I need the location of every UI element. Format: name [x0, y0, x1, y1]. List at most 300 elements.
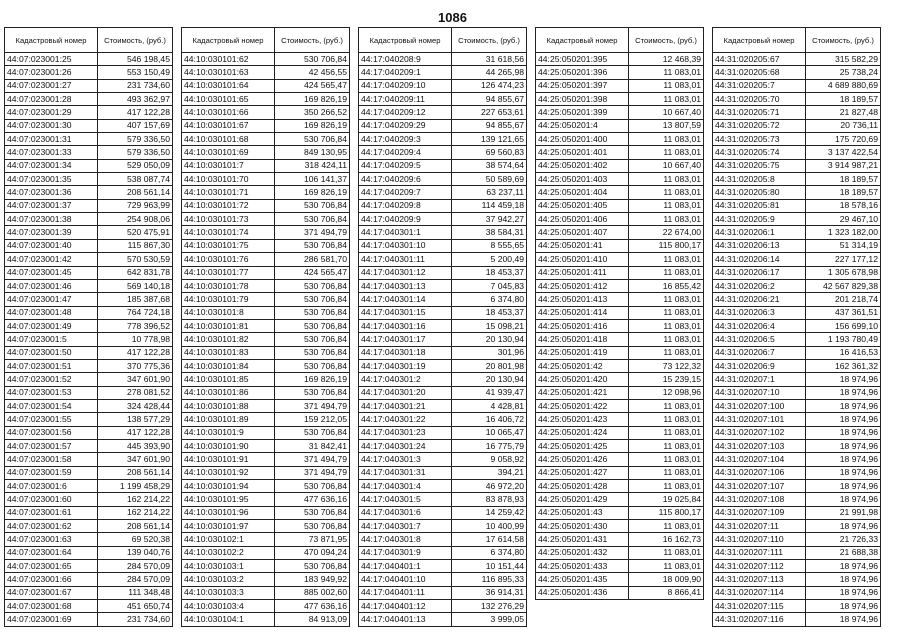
table-row	[182, 413, 350, 426]
table-row	[359, 613, 527, 626]
cost-value: 7 045,83	[452, 279, 527, 292]
cost-value: 849 130,95	[275, 146, 350, 159]
cadastral-number: 44:07:023001:67	[5, 586, 98, 599]
cadastral-number: 44:07:023001:50	[5, 346, 98, 359]
cost-value: 115 800,17	[629, 239, 704, 252]
cost-value: 9 058,92	[452, 453, 527, 466]
cadastral-number: 44:25:050201:418	[536, 333, 629, 346]
table-row	[536, 520, 704, 533]
cadastral-number: 44:07:023001:47	[5, 293, 98, 306]
cost-value: 42 456,55	[275, 66, 350, 79]
cadastral-number: 44:25:050201:414	[536, 306, 629, 319]
cost-value: 530 706,84	[275, 239, 350, 252]
cost-value: 36 914,31	[452, 586, 527, 599]
cadastral-number: 44:07:023001:26	[5, 66, 98, 79]
cadastral-number: 44:17:040301:17	[359, 333, 452, 346]
cadastral-number: 44:17:040209:9	[359, 213, 452, 226]
cost-value: 3 137 422,54	[806, 146, 881, 159]
cadastral-number: 44:17:040301:1	[359, 226, 452, 239]
cadastral-number: 44:25:050201:399	[536, 106, 629, 119]
cadastral-number: 44:07:023001:33	[5, 146, 98, 159]
table-row	[536, 319, 704, 332]
cadastral-number: 44:07:023001:55	[5, 413, 98, 426]
table-row	[536, 573, 704, 586]
cost-value: 1 323 182,00	[806, 226, 881, 239]
cadastral-number: 44:31:020207:114	[713, 586, 806, 599]
cadastral-number: 44:25:050201:425	[536, 439, 629, 452]
cost-value: 18 974,96	[806, 613, 881, 626]
cadastral-number: 44:31:020205:70	[713, 93, 806, 106]
cadastral-number: 44:17:040401:10	[359, 573, 452, 586]
cadastral-number: 44:31:020206:3	[713, 306, 806, 319]
table-row	[536, 119, 704, 132]
table-row	[182, 293, 350, 306]
cost-value: 18 578,16	[806, 199, 881, 212]
cost-value: 6 374,80	[452, 546, 527, 559]
cadastral-number: 44:25:050201:435	[536, 573, 629, 586]
cadastral-number: 44:07:023001:63	[5, 533, 98, 546]
table-row	[536, 133, 704, 146]
table-row	[182, 306, 350, 319]
cost-value: 451 650,74	[98, 600, 173, 613]
cadastral-table-3	[358, 27, 527, 627]
table-row	[713, 466, 881, 479]
cadastral-number: 44:10:030101:82	[182, 333, 275, 346]
page-number: 1086	[438, 10, 467, 25]
cost-value: 642 831,78	[98, 266, 173, 279]
header-cost: Стоимость, (руб.)	[452, 28, 527, 53]
cadastral-number: 44:10:030103:1	[182, 560, 275, 573]
table-row	[5, 533, 173, 546]
table-row	[359, 159, 527, 172]
table-row	[536, 279, 704, 292]
table-row	[182, 106, 350, 119]
table-row	[359, 506, 527, 519]
table-row	[359, 293, 527, 306]
cost-value: 20 130,94	[452, 373, 527, 386]
table-row	[359, 533, 527, 546]
table-row	[536, 306, 704, 319]
cadastral-number: 44:07:023001:46	[5, 279, 98, 292]
table-row	[359, 226, 527, 239]
cadastral-number: 44:17:040401:11	[359, 586, 452, 599]
cadastral-number: 44:17:040301:7	[359, 520, 452, 533]
table-row	[359, 373, 527, 386]
table-row	[182, 146, 350, 159]
cost-value: 11 083,01	[629, 520, 704, 533]
cadastral-number: 44:10:030101:73	[182, 213, 275, 226]
table-row	[713, 93, 881, 106]
cost-value: 11 083,01	[629, 253, 704, 266]
cadastral-number: 44:31:020207:113	[713, 573, 806, 586]
cadastral-number: 44:10:030101:72	[182, 199, 275, 212]
table-row	[713, 413, 881, 426]
table-row	[182, 506, 350, 519]
cost-value: 10 667,40	[629, 159, 704, 172]
table-row	[713, 600, 881, 613]
table-row	[536, 93, 704, 106]
table-row	[536, 546, 704, 559]
cadastral-number: 44:07:023001:51	[5, 359, 98, 372]
cost-value: 18 974,96	[806, 493, 881, 506]
table-row	[536, 426, 704, 439]
cadastral-number: 44:07:023001:25	[5, 53, 98, 66]
cadastral-number: 44:07:023001:57	[5, 439, 98, 452]
cost-value: 162 214,22	[98, 506, 173, 519]
cost-value: 477 636,16	[275, 493, 350, 506]
cadastral-number: 44:10:030102:2	[182, 546, 275, 559]
cost-value: 10 151,44	[452, 560, 527, 573]
cost-value: 12 468,39	[629, 53, 704, 66]
cost-value: 370 775,36	[98, 359, 173, 372]
cadastral-number: 44:10:030101:79	[182, 293, 275, 306]
cadastral-number: 44:25:050201:420	[536, 373, 629, 386]
cadastral-number: 44:07:023001:59	[5, 466, 98, 479]
cost-value: 424 565,47	[275, 79, 350, 92]
cost-value: 6 374,80	[452, 293, 527, 306]
cadastral-number: 44:07:023001:5	[5, 333, 98, 346]
cadastral-number: 44:31:020206:1	[713, 226, 806, 239]
cost-value: 11 083,01	[629, 133, 704, 146]
header-cadastral-number: Кадастровый номер	[713, 28, 806, 53]
cost-value: 350 266,52	[275, 106, 350, 119]
table-row	[5, 199, 173, 212]
table-row	[536, 413, 704, 426]
cadastral-number: 44:25:050201:427	[536, 466, 629, 479]
cadastral-number: 44:07:023001:31	[5, 133, 98, 146]
cadastral-number: 44:07:023001:68	[5, 600, 98, 613]
cadastral-number: 44:17:040209:8	[359, 199, 452, 212]
cadastral-number: 44:17:040401:1	[359, 560, 452, 573]
cost-value: 139 040,76	[98, 546, 173, 559]
table-row	[182, 53, 350, 66]
cadastral-number: 44:31:020206:17	[713, 266, 806, 279]
table-row	[5, 173, 173, 186]
cost-value: 315 582,29	[806, 53, 881, 66]
cost-value: 278 081,52	[98, 386, 173, 399]
cadastral-number: 44:25:050201:413	[536, 293, 629, 306]
cost-value: 530 706,84	[275, 293, 350, 306]
table-row	[359, 493, 527, 506]
table-row	[359, 119, 527, 132]
table-row	[359, 319, 527, 332]
cadastral-number: 44:10:030101:68	[182, 133, 275, 146]
cost-value: 50 589,69	[452, 173, 527, 186]
cost-value: 25 738,24	[806, 66, 881, 79]
table-row	[182, 493, 350, 506]
cost-value: 208 561,14	[98, 186, 173, 199]
cost-value: 530 706,84	[275, 560, 350, 573]
table-row	[182, 159, 350, 172]
table-row	[713, 173, 881, 186]
table-row	[536, 253, 704, 266]
table-row	[536, 106, 704, 119]
cadastral-number: 44:10:030104:1	[182, 613, 275, 626]
cost-value: 22 674,00	[629, 226, 704, 239]
cost-value: 15 239,15	[629, 373, 704, 386]
cadastral-number: 44:31:020206:7	[713, 346, 806, 359]
table-row	[5, 266, 173, 279]
cost-value: 14 259,42	[452, 506, 527, 519]
cost-value: 18 189,57	[806, 93, 881, 106]
cadastral-number: 44:31:020207:104	[713, 453, 806, 466]
cadastral-number: 44:31:020206:21	[713, 293, 806, 306]
table-row	[182, 386, 350, 399]
cost-value: 21 688,38	[806, 546, 881, 559]
cadastral-number: 44:07:023001:53	[5, 386, 98, 399]
cost-value: 553 150,49	[98, 66, 173, 79]
table-row	[359, 279, 527, 292]
cadastral-number: 44:07:023001:37	[5, 199, 98, 212]
cost-value: 570 530,59	[98, 253, 173, 266]
cost-value: 284 570,09	[98, 573, 173, 586]
cadastral-number: 44:07:023001:45	[5, 266, 98, 279]
cost-value: 94 855,67	[452, 119, 527, 132]
cost-value: 231 734,60	[98, 613, 173, 626]
cadastral-number: 44:31:020207:109	[713, 506, 806, 519]
cost-value: 208 561,14	[98, 520, 173, 533]
cost-value: 111 348,48	[98, 586, 173, 599]
cost-value: 11 083,01	[629, 319, 704, 332]
cadastral-number: 44:31:020207:10	[713, 386, 806, 399]
cost-value: 530 706,84	[275, 359, 350, 372]
cadastral-number: 44:25:050201:41	[536, 239, 629, 252]
cadastral-number: 44:10:030101:7	[182, 159, 275, 172]
cadastral-number: 44:25:050201:416	[536, 319, 629, 332]
table-row	[359, 146, 527, 159]
table-row	[5, 426, 173, 439]
cost-value: 11 083,01	[629, 66, 704, 79]
table-row	[5, 53, 173, 66]
table-row	[359, 333, 527, 346]
cadastral-number: 44:07:023001:6	[5, 480, 98, 493]
table-row	[713, 293, 881, 306]
cost-value: 493 362,97	[98, 93, 173, 106]
cost-value: 470 094,24	[275, 546, 350, 559]
cost-value: 530 706,84	[275, 333, 350, 346]
table-row	[713, 133, 881, 146]
cadastral-number: 44:31:020205:73	[713, 133, 806, 146]
header-cost: Стоимость, (руб.)	[629, 28, 704, 53]
cadastral-number: 44:17:040401:13	[359, 613, 452, 626]
table-row	[713, 106, 881, 119]
cost-value: 10 400,99	[452, 520, 527, 533]
cadastral-number: 44:10:030101:94	[182, 480, 275, 493]
cost-value: 20 801,98	[452, 359, 527, 372]
cost-value: 284 570,09	[98, 560, 173, 573]
cadastral-number: 44:25:050201:412	[536, 279, 629, 292]
cost-value: 764 724,18	[98, 306, 173, 319]
cadastral-number: 44:17:040301:19	[359, 359, 452, 372]
cadastral-number: 44:10:030101:89	[182, 413, 275, 426]
table-row	[5, 333, 173, 346]
cost-value: 530 706,84	[275, 520, 350, 533]
cadastral-number: 44:25:050201:424	[536, 426, 629, 439]
cost-value: 13 807,59	[629, 119, 704, 132]
cadastral-number: 44:31:020205:7	[713, 79, 806, 92]
cost-value: 31 618,56	[452, 53, 527, 66]
cost-value: 42 567 829,38	[806, 279, 881, 292]
cadastral-number: 44:10:030101:76	[182, 253, 275, 266]
cost-value: 37 942,27	[452, 213, 527, 226]
header-cost: Стоимость, (руб.)	[806, 28, 881, 53]
cadastral-number: 44:17:040301:31	[359, 466, 452, 479]
cadastral-number: 44:31:020205:67	[713, 53, 806, 66]
cadastral-number: 44:25:050201:398	[536, 93, 629, 106]
cost-value: 11 083,01	[629, 453, 704, 466]
cadastral-number: 44:07:023001:64	[5, 546, 98, 559]
cadastral-number: 44:10:030101:64	[182, 79, 275, 92]
table-row	[536, 493, 704, 506]
cost-value: 41 939,47	[452, 386, 527, 399]
cost-value: 417 122,28	[98, 426, 173, 439]
cost-value: 185 387,68	[98, 293, 173, 306]
cadastral-number: 44:07:023001:39	[5, 226, 98, 239]
cadastral-number: 44:07:023001:35	[5, 173, 98, 186]
cost-value: 3 999,05	[452, 613, 527, 626]
table-row	[713, 493, 881, 506]
cadastral-number: 44:25:050201:410	[536, 253, 629, 266]
cost-value: 4 428,81	[452, 399, 527, 412]
cadastral-number: 44:25:050201:421	[536, 386, 629, 399]
cost-value: 11 083,01	[629, 333, 704, 346]
cadastral-number: 44:07:023001:54	[5, 399, 98, 412]
cost-value: 11 083,01	[629, 466, 704, 479]
table-row	[5, 186, 173, 199]
cadastral-number: 44:31:020205:9	[713, 213, 806, 226]
cadastral-number: 44:10:030101:70	[182, 173, 275, 186]
cost-value: 18 974,96	[806, 426, 881, 439]
cost-value: 530 706,84	[275, 53, 350, 66]
cost-value: 11 083,01	[629, 146, 704, 159]
cadastral-number: 44:07:023001:27	[5, 79, 98, 92]
table-row	[713, 373, 881, 386]
table-row	[713, 279, 881, 292]
table-row	[5, 133, 173, 146]
table-row	[5, 573, 173, 586]
cost-value: 1 193 780,49	[806, 333, 881, 346]
table-row	[359, 346, 527, 359]
table-row	[536, 439, 704, 452]
cost-value: 18 974,96	[806, 520, 881, 533]
table-row	[5, 159, 173, 172]
table-row	[359, 173, 527, 186]
table-row	[713, 306, 881, 319]
table-row	[713, 480, 881, 493]
table-row	[182, 239, 350, 252]
cadastral-number: 44:17:040301:10	[359, 239, 452, 252]
cadastral-number: 44:25:050201:406	[536, 213, 629, 226]
table-row	[5, 319, 173, 332]
cost-value: 11 083,01	[629, 439, 704, 452]
cadastral-number: 44:10:030101:90	[182, 439, 275, 452]
table-row	[713, 453, 881, 466]
cadastral-number: 44:31:020206:5	[713, 333, 806, 346]
cost-value: 69 520,38	[98, 533, 173, 546]
table-row	[182, 79, 350, 92]
cost-value: 16 775,79	[452, 439, 527, 452]
table-row	[182, 253, 350, 266]
table-row	[359, 106, 527, 119]
cost-value: 394,21	[452, 466, 527, 479]
cadastral-number: 44:25:050201:429	[536, 493, 629, 506]
cost-value: 21 991,98	[806, 506, 881, 519]
cadastral-number: 44:10:030101:66	[182, 106, 275, 119]
table-row	[536, 213, 704, 226]
cadastral-number: 44:17:040301:22	[359, 413, 452, 426]
cost-value: 138 577,29	[98, 413, 173, 426]
table-row	[5, 306, 173, 319]
cost-value: 115 867,30	[98, 239, 173, 252]
table-row	[713, 426, 881, 439]
cost-value: 407 157,69	[98, 119, 173, 132]
cost-value: 94 855,67	[452, 93, 527, 106]
cost-value: 18 974,96	[806, 480, 881, 493]
cost-value: 11 083,01	[629, 293, 704, 306]
table-row	[5, 253, 173, 266]
table-row	[182, 573, 350, 586]
cadastral-number: 44:07:023001:62	[5, 520, 98, 533]
cadastral-number: 44:17:040209:1	[359, 66, 452, 79]
cadastral-number: 44:10:030101:91	[182, 453, 275, 466]
cost-value: 73 871,95	[275, 533, 350, 546]
cost-value: 31 842,41	[275, 439, 350, 452]
cost-value: 11 083,01	[629, 426, 704, 439]
cadastral-number: 44:17:040301:11	[359, 253, 452, 266]
table-row	[5, 466, 173, 479]
cadastral-number: 44:07:023001:52	[5, 373, 98, 386]
table-row	[359, 439, 527, 452]
table-row	[536, 159, 704, 172]
cadastral-number: 44:17:040301:24	[359, 439, 452, 452]
cadastral-number: 44:31:020205:8	[713, 173, 806, 186]
table-row	[182, 119, 350, 132]
cost-value: 169 826,19	[275, 186, 350, 199]
cadastral-number: 44:31:020206:13	[713, 239, 806, 252]
cost-value: 11 083,01	[629, 546, 704, 559]
cadastral-number: 44:25:050201:433	[536, 560, 629, 573]
cadastral-number: 44:10:030101:84	[182, 359, 275, 372]
table-row	[536, 79, 704, 92]
cadastral-number: 44:07:023001:58	[5, 453, 98, 466]
cadastral-number: 44:07:023001:36	[5, 186, 98, 199]
table-row	[536, 346, 704, 359]
table-row	[713, 213, 881, 226]
cadastral-number: 44:10:030101:92	[182, 466, 275, 479]
table-row	[713, 359, 881, 372]
table-row	[359, 413, 527, 426]
cadastral-number: 44:10:030101:74	[182, 226, 275, 239]
table-row	[536, 359, 704, 372]
table-row	[182, 586, 350, 599]
cadastral-number: 44:17:040208:9	[359, 53, 452, 66]
table-row	[536, 373, 704, 386]
table-row	[182, 133, 350, 146]
table-row	[536, 560, 704, 573]
table-row	[536, 173, 704, 186]
table-row	[5, 453, 173, 466]
table-row	[5, 239, 173, 252]
header-cadastral-number: Кадастровый номер	[359, 28, 452, 53]
cadastral-number: 44:10:030101:8	[182, 306, 275, 319]
cadastral-number: 44:25:050201:401	[536, 146, 629, 159]
table-row	[5, 346, 173, 359]
table-row	[182, 520, 350, 533]
cost-value: 885 002,60	[275, 586, 350, 599]
table-row	[713, 319, 881, 332]
cost-value: 18 974,96	[806, 560, 881, 573]
cost-value: 11 083,01	[629, 173, 704, 186]
